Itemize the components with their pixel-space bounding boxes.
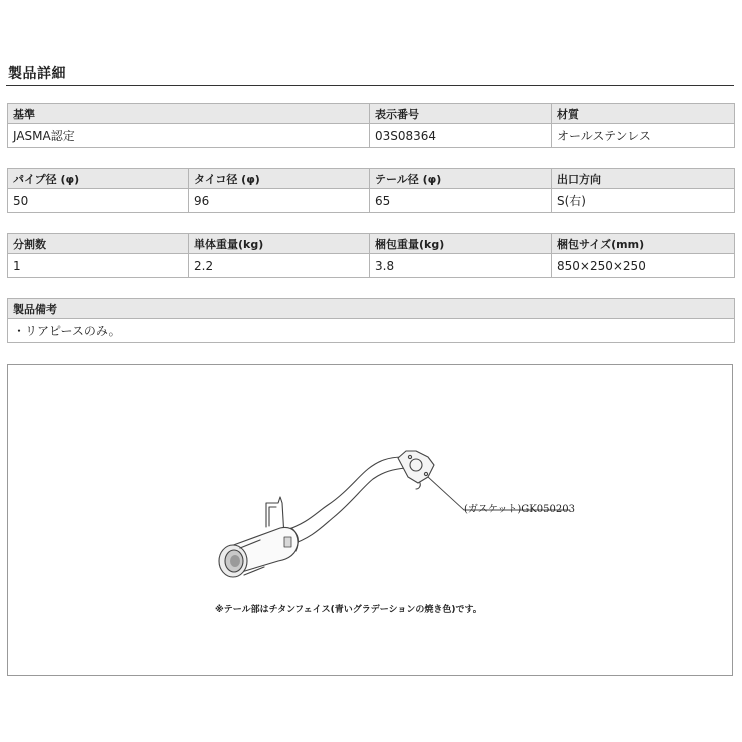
table-header-row — [8, 299, 735, 319]
table-header-row — [8, 169, 735, 189]
pipe-outline-lower — [290, 468, 406, 545]
page-title: 製品詳細 — [8, 66, 66, 82]
spec-table-diameters — [7, 168, 735, 213]
table-header-cell: パイプ径 (φ) — [8, 169, 189, 189]
table-cell: 850×250×250 — [552, 254, 735, 278]
brand-badge — [284, 537, 291, 547]
table-header-cell: 出口方向 — [552, 169, 735, 189]
table-header-row — [8, 104, 735, 124]
table-cell: 3.8 — [370, 254, 552, 278]
gasket-flange — [398, 451, 434, 483]
table-header-cell: 材質 — [552, 104, 735, 124]
table-cell: 03S08364 — [370, 124, 552, 148]
spec-table-weights — [7, 233, 735, 278]
table-row — [8, 319, 735, 343]
exhaust-muffler-drawing — [8, 365, 732, 675]
spec-table-notes — [7, 298, 735, 343]
title-divider — [6, 85, 734, 86]
table-header-cell: 基準 — [8, 104, 370, 124]
table-cell: 96 — [189, 189, 370, 213]
table-header-cell: テール径 (φ) — [370, 169, 552, 189]
spec-table-standard — [7, 103, 735, 148]
diagram-note: ※テール部はチタンフェイス(青いグラデーションの焼き色)です。 — [215, 605, 482, 615]
pipe-outline-upper — [286, 457, 403, 530]
table-row — [8, 254, 735, 278]
table-cell: ・リアピースのみ。 — [8, 319, 735, 343]
product-diagram — [7, 364, 733, 676]
table-cell: 2.2 — [189, 254, 370, 278]
table-header-row — [8, 234, 735, 254]
table-cell: JASMA認定 — [8, 124, 370, 148]
table-header-cell: 分割数 — [8, 234, 189, 254]
table-header-cell: 単体重量(kg) — [189, 234, 370, 254]
table-cell: 65 — [370, 189, 552, 213]
table-cell: 1 — [8, 254, 189, 278]
table-cell: オールステンレス — [552, 124, 735, 148]
gasket-callout-label: (ガスケット)GK050203 — [464, 504, 575, 515]
table-row — [8, 124, 735, 148]
table-row — [8, 189, 735, 213]
table-header-cell: 梱包サイズ(mm) — [552, 234, 735, 254]
table-cell: S(右) — [552, 189, 735, 213]
table-header-cell: タイコ径 (φ) — [189, 169, 370, 189]
table-header-cell: 製品備考 — [8, 299, 735, 319]
table-cell: 50 — [8, 189, 189, 213]
table-header-cell: 表示番号 — [370, 104, 552, 124]
table-header-cell: 梱包重量(kg) — [370, 234, 552, 254]
